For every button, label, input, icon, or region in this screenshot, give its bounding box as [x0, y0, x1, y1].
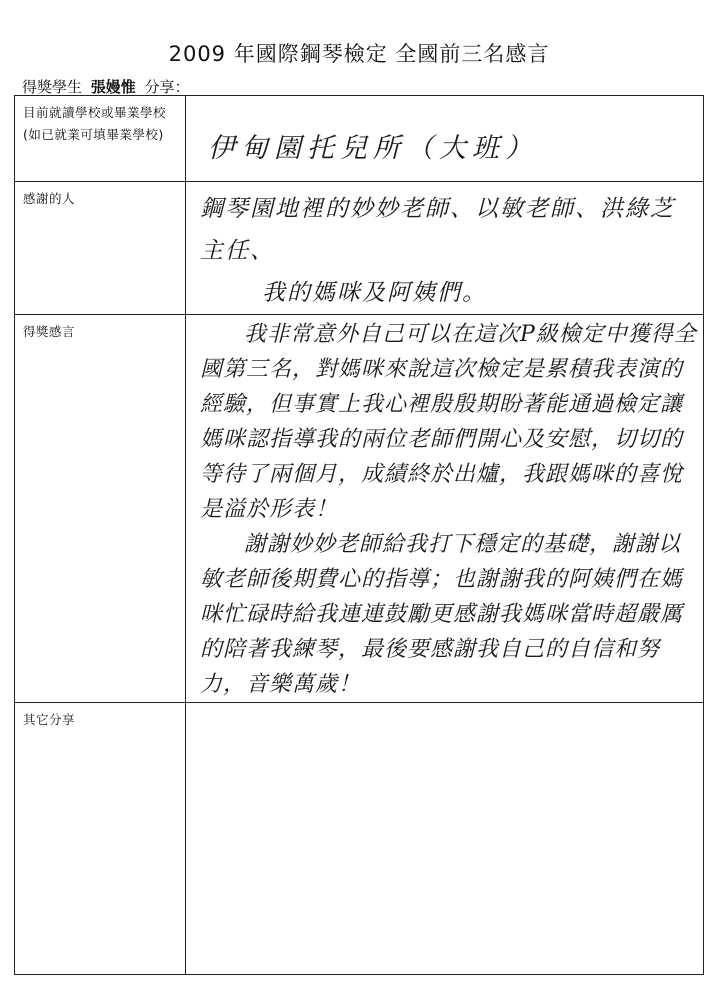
school-answer [186, 96, 704, 182]
document-title: 2009 年國際鋼琴檢定 全國前三名感言 [168, 42, 550, 66]
school-text: 伊甸園托兒所（大班） [208, 133, 538, 164]
form-row-other [15, 703, 704, 975]
thanks-text [186, 182, 703, 314]
speech-paragraph-2: 謝謝妙妙老師給我打下穩定的基礎，謝謝以敏老師後期費心的指導；也謝謝我的阿姨們在媽咪忙碌時給我連連鼓勵更感謝我媽咪當時超嚴厲的陪著我練琴，最後要感謝我自己的自信和努力，音樂萬歲！ [200, 532, 684, 697]
form-row-speech [15, 315, 704, 703]
form-table [14, 95, 704, 975]
thanks-line-3: 我的媽咪及阿姨們。 [262, 280, 487, 306]
thanks-answer [186, 182, 704, 315]
school-label: 目前就讀學校或畢業學校(如已就業可填畢業學校) [15, 96, 186, 182]
winner-line [22, 76, 190, 97]
other-answer [186, 703, 704, 975]
winner-label: 得獎學生 [22, 78, 83, 96]
speech-label: 得獎感言 [15, 315, 186, 703]
winner-suffix: 分享： [144, 78, 190, 96]
thanks-label: 感謝的人 [15, 182, 186, 315]
thanks-line-2: 主任、 [200, 238, 275, 264]
form-row-thanks [15, 182, 704, 315]
other-label: 其它分享 [15, 703, 186, 975]
speech-text [186, 315, 703, 702]
form-row-school [15, 96, 704, 182]
speech-paragraph-1: 我非常意外自己可以在這次P級檢定中獲得全國第三名，對媽咪來說這次檢定是累積我表演的經驗，但事實上我心裡殷殷期盼著能通過檢定讓媽咪認指導我的兩位老師們開心及安慰，切切的等待了兩個月，成績終於出爐，我跟媽咪的喜悅是溢於形表！ [200, 322, 697, 522]
thanks-line-1: 鋼琴園地裡的妙妙老師、以敏老師、洪綠芝 [200, 196, 675, 222]
winner-name: 張嫚惟 [90, 78, 136, 96]
speech-answer [186, 315, 704, 703]
